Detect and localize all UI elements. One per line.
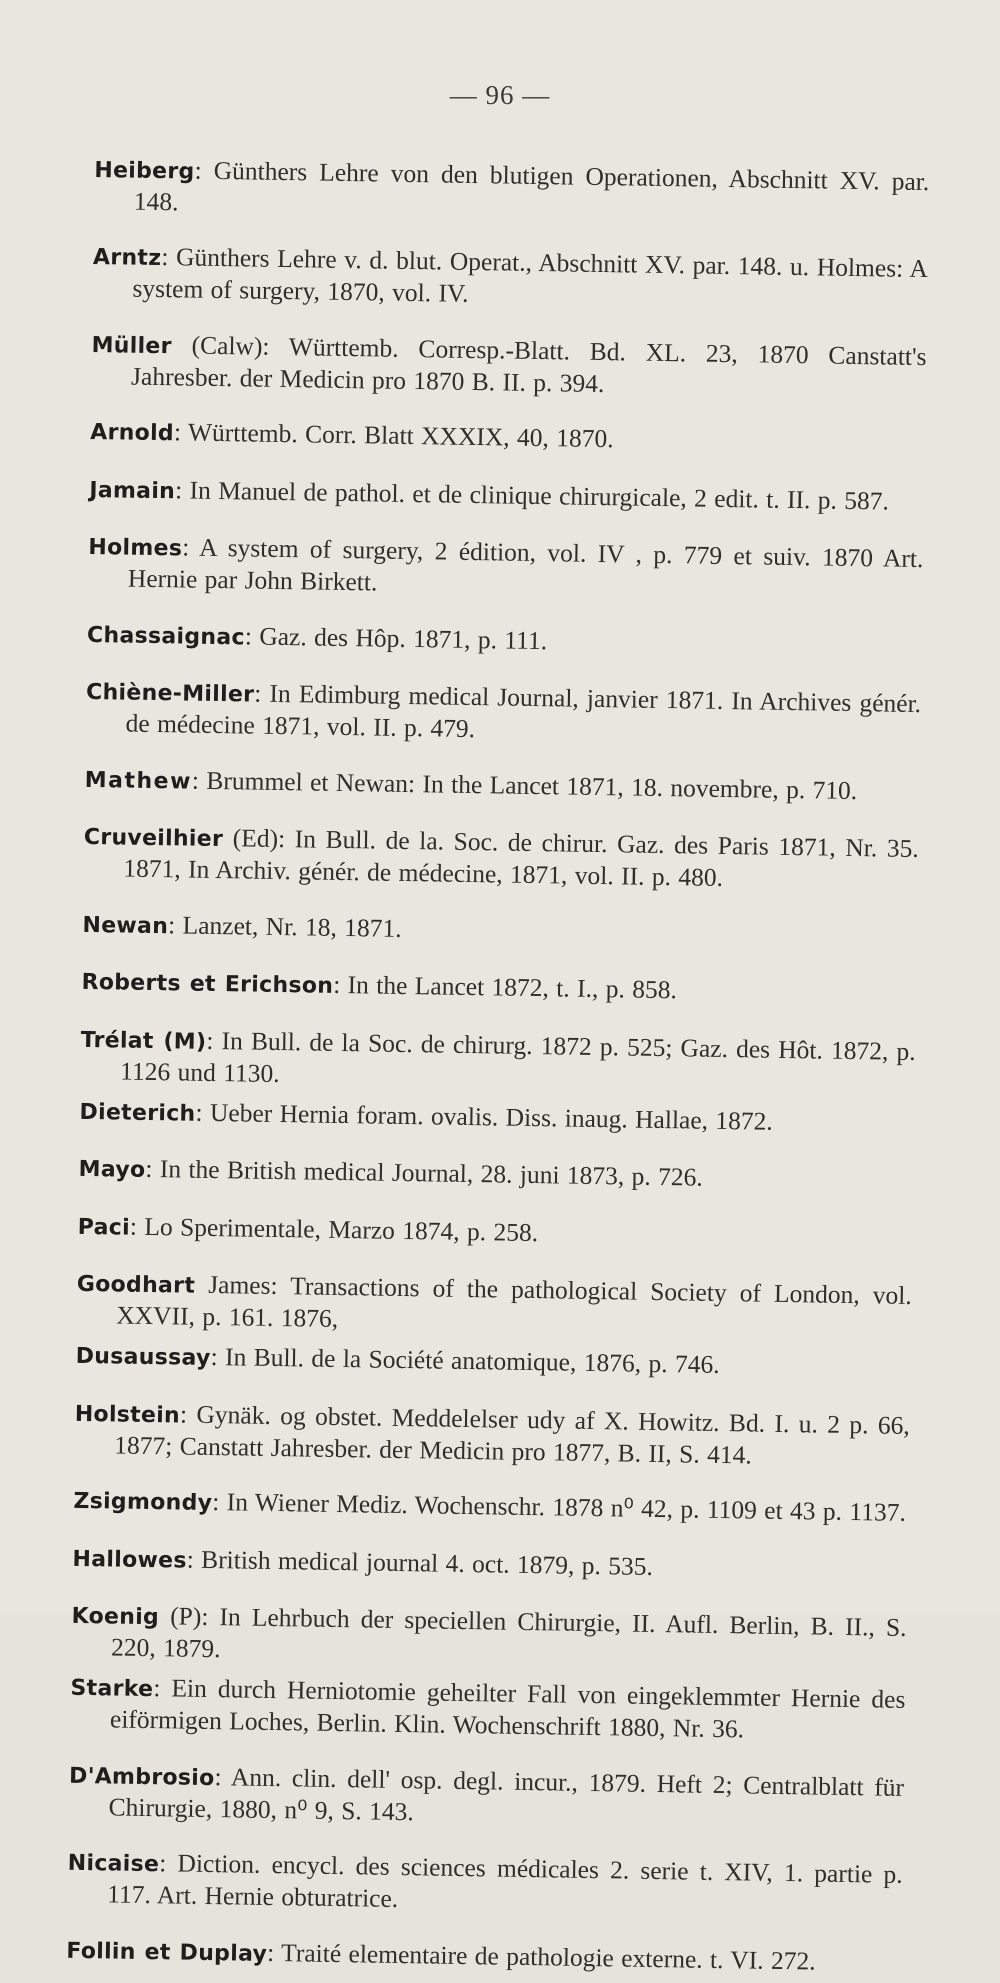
entry-reference: : In Edimburg medical Journal, janvier 1871. In Archives génér. de médecine 1871, vol. II. p. 479. xyxy=(125,678,922,744)
bibliography-entry xyxy=(78,1153,913,1198)
entry-reference: : In Wiener Mediz. Wochenschr. 1878 n⁰ 42, p. 1109 et 43 p. 1137. xyxy=(212,1487,907,1527)
entry-reference: (Ed): In Bull. de la. Soc. de chirur. Gaz. des Paris 1871, Nr. 35. 1871, In Archiv. génér. de médecine, 1871, vol. II. p. 480. xyxy=(123,823,920,892)
entry-author: Heiberg xyxy=(94,157,195,185)
entry-reference: : Ein durch Herniotomie geheilter Fall von eingeklemmter Hernie des eiförmigen Loches, Berlin. Klin. Wochenschrift 1880, Nr. 36. xyxy=(109,1673,906,1744)
bibliography-entry xyxy=(68,1759,904,1834)
bibliography-entry xyxy=(72,1542,907,1587)
entry-author: D'Ambrosio xyxy=(68,1763,215,1791)
bibliography-entry xyxy=(88,531,924,606)
entry-author: Paci xyxy=(77,1214,131,1241)
entry-author: Follin et Duplay xyxy=(66,1938,268,1967)
entry-author: Koenig xyxy=(71,1603,160,1631)
bibliography-entry xyxy=(83,821,919,896)
entry-reference: : In the British medical Journal, 28. juni 1873, p. 726. xyxy=(145,1153,704,1192)
bibliography-entry xyxy=(66,1934,901,1979)
entry-author: Newan xyxy=(82,912,169,939)
entry-reference: : Württemb. Corr. Blatt XXXIX, 40, 1870. xyxy=(173,417,614,454)
entry-reference: : Brummel et Newan: In the Lancet 1871, 18. novembre, p. 710. xyxy=(191,765,858,805)
entry-author: Cruveilhier xyxy=(83,824,224,853)
entry-reference: : Gynäk. og obstet. Meddelelser udy af X. Howitz. Bd. I. u. 2 p. 66, 1877; Canstatt Jahresber. der Medicin pro 1877, B. II, S. 414. xyxy=(114,1398,910,1469)
entry-author: Dieterich xyxy=(79,1099,196,1127)
entry-author: Dusaussay xyxy=(75,1343,211,1371)
bibliography-entry xyxy=(77,1210,912,1255)
bibliography-entry xyxy=(91,328,927,403)
entry-reference: (Calw): Württemb. Corresp.-Blatt. Bd. XL. 23, 1870 Canstatt's Jahresber. der Medicin pro 1870 B. II. p. 394. xyxy=(130,329,927,398)
entry-author: Hallowes xyxy=(72,1546,187,1574)
entry-reference: : Günthers Lehre von den blutigen Operationen, Abschnitt XV. par. 148. xyxy=(133,155,930,216)
entry-author: Trélat (M) xyxy=(80,1027,207,1055)
entry-author: Arnold xyxy=(90,419,175,447)
entry-reference: : Ueber Hernia foram. ovalis. Diss. inaug. Hallae, 1872. xyxy=(195,1097,774,1136)
entry-reference: : Ann. clin. dell' osp. degl. incur., 1879. Heft 2; Centralblatt für Chirurgie, 1880, n⁰ 9, S. 143. xyxy=(108,1761,905,1826)
bibliography-entry xyxy=(71,1600,907,1675)
entry-author: Jamain xyxy=(89,477,176,504)
entry-reference: : Günthers Lehre v. d. blut. Operat., Abschnitt XV. par. 148. u. Holmes: A system of surgery, 1870, vol. IV. xyxy=(132,242,929,308)
entry-reference: : Lanzet, Nr. 18, 1871. xyxy=(167,909,402,943)
bibliography-entry xyxy=(87,618,922,663)
entry-reference: : In the Lancet 1872, t. I., p. 858. xyxy=(332,969,678,1005)
entry-reference: : Traité elementaire de pathologie externe. t. VI. 272. xyxy=(266,1937,816,1976)
entry-reference: : A system of surgery, 2 édition, vol. IV , p. 779 et suiv. 1870 Art. Hernie par John Birkett. xyxy=(127,532,924,597)
entry-reference: (P): In Lehrbuch der speciellen Chirurgie, II. Aufl. Berlin, B. II., S. 220, 1879. xyxy=(110,1601,907,1664)
bibliography-entry xyxy=(81,966,916,1011)
entry-reference: : In Manuel de pathol. et de clinique chirurgicale, 2 edit. t. II. p. 587. xyxy=(174,474,890,516)
entry-author: Holmes xyxy=(88,534,183,562)
entry-author: Roberts et Erichson xyxy=(81,969,334,999)
entry-author: Chassaignac xyxy=(86,622,246,650)
bibliography-entry xyxy=(85,676,921,751)
bibliography-entry xyxy=(79,1095,914,1140)
bibliography-entry xyxy=(76,1268,912,1343)
bibliography-entry xyxy=(74,1397,910,1472)
entry-author: Müller xyxy=(91,332,172,359)
entry-author: Nicaise xyxy=(67,1850,160,1878)
entry-reference: : Diction. encycl. des sciences médicales 2. serie t. XIV, 1. partie p. 117. Art. Hernie obturatrice. xyxy=(107,1848,903,1913)
bibliography-list xyxy=(66,128,930,1983)
page-number: — 96 — xyxy=(449,80,551,110)
bibliography-entry xyxy=(94,153,930,228)
bibliography-entry xyxy=(89,473,924,518)
bibliography-entry xyxy=(70,1672,906,1747)
bibliography-entry xyxy=(75,1340,910,1385)
bibliography-entry xyxy=(82,908,917,953)
entry-author: Chiène-Miller xyxy=(85,679,255,708)
entry-reference: : Gaz. des Hôp. 1871, p. 111. xyxy=(244,620,548,655)
entry-author: Goodhart xyxy=(76,1271,196,1299)
bibliography-entry xyxy=(85,763,920,808)
entry-author: Mathew xyxy=(84,767,193,795)
entry-reference: : In Bull. de la Soc. de chirurg. 1872 p. 525; Gaz. des Hôt. 1872, p. 1126 und 1130. xyxy=(119,1025,916,1088)
bibliography-entry xyxy=(67,1847,903,1922)
entry-reference: : Lo Sperimentale, Marzo 1874, p. 258. xyxy=(129,1211,539,1247)
entry-author: Arntz xyxy=(92,244,162,272)
bibliography-entry xyxy=(92,241,928,316)
bibliography-entry xyxy=(90,416,925,461)
entry-author: Zsigmondy xyxy=(73,1488,213,1517)
entry-reference: James: Transactions of the pathological Society of London, vol. XXVII, p. 161. 1876, xyxy=(116,1269,912,1333)
entry-reference: : In Bull. de la Société anatomique, 1876, p. 746. xyxy=(210,1341,720,1379)
entry-reference: : British medical journal 4. oct. 1879, p. 535. xyxy=(186,1544,654,1581)
entry-author: Starke xyxy=(70,1675,154,1703)
entry-author: Holstein xyxy=(74,1401,181,1428)
entry-author: Mayo xyxy=(78,1156,146,1183)
bibliography-entry xyxy=(73,1485,908,1530)
bibliography-entry xyxy=(80,1023,916,1098)
